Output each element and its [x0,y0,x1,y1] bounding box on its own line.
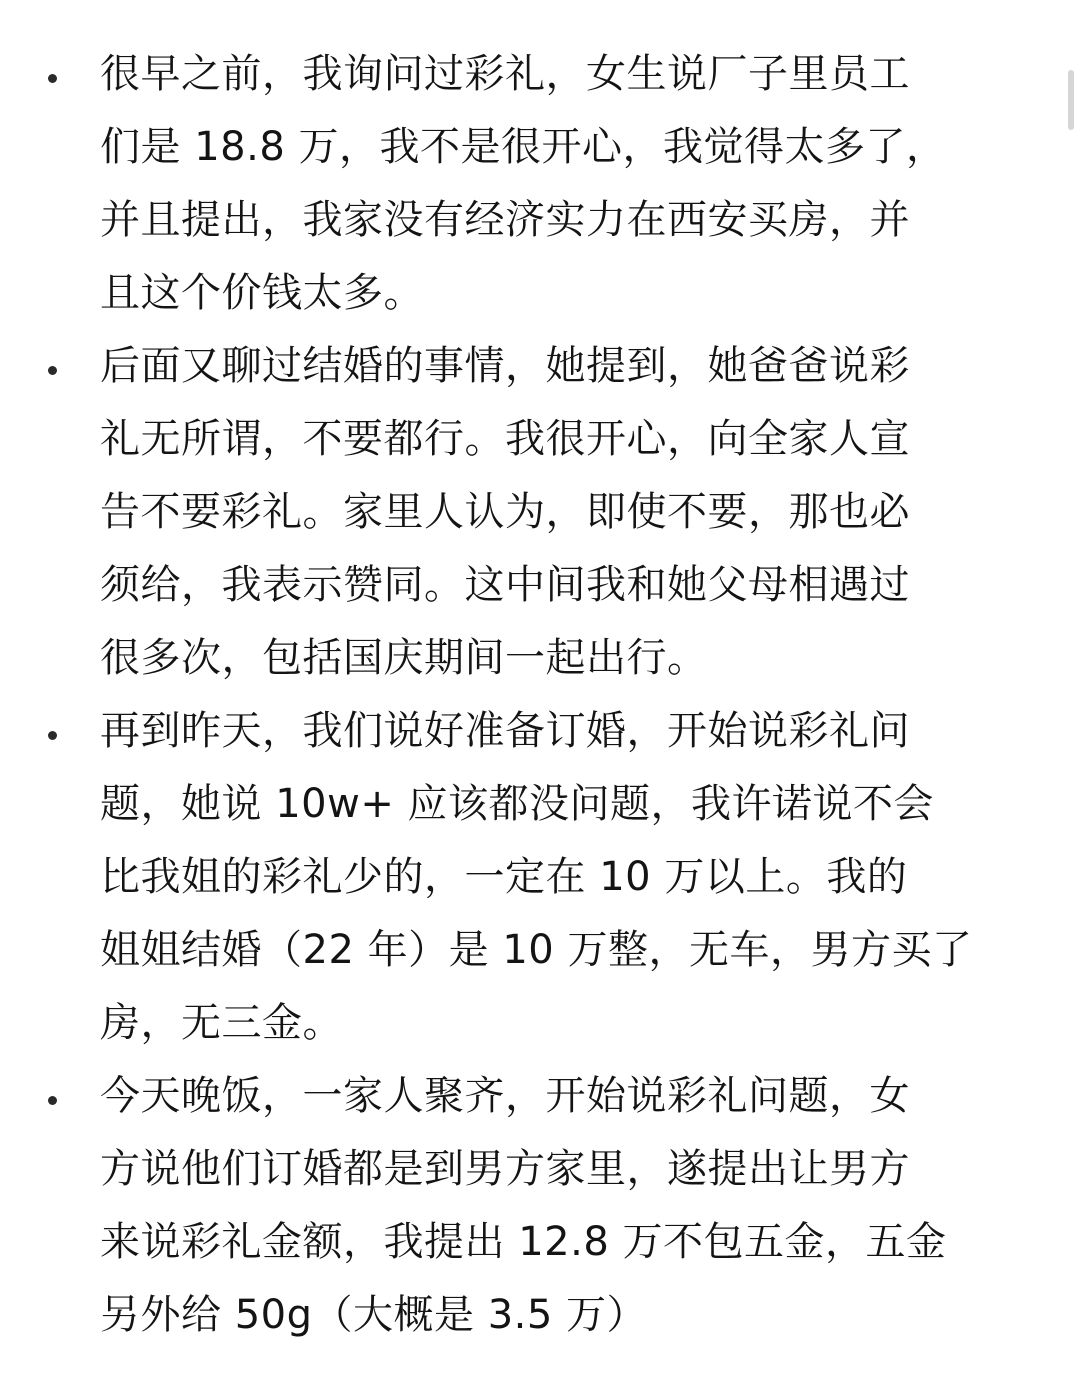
bullet-point-icon [48,731,57,740]
text-line: 房，无三金。 [100,1000,343,1046]
list-item [0,1060,1080,1352]
text-line: 比我姐的彩礼少的，一定在 10 万以上。我的 [100,854,908,900]
text-line: 很早之前，我询问过彩礼，女生说厂子里员工 [100,51,910,97]
scrollbar[interactable] [1068,70,1074,130]
list-item [0,695,1080,1060]
bullet-point-icon [48,366,57,375]
text-line: 今天晚饭，一家人聚齐，开始说彩礼问题，女 [100,1073,910,1119]
text-line: 并且提出，我家没有经济实力在西安买房，并 [100,197,910,243]
text-line: 礼无所谓，不要都行。我很开心，向全家人宣 [100,416,910,462]
text-line: 很多次，包括国庆期间一起出行。 [100,635,708,681]
text-line: 再到昨天，我们说好准备订婚，开始说彩礼问 [100,708,910,754]
text-line: 来说彩礼金额，我提出 12.8 万不包五金，五金 [100,1219,947,1265]
bullet-point-icon [48,1096,57,1105]
bullet-list [0,38,1080,1352]
text-line: 另外给 50g（大概是 3.5 万） [100,1292,648,1338]
list-item [0,330,1080,695]
text-line: 们是 18.8 万，我不是很开心，我觉得太多了， [100,124,947,170]
text-line: 须给，我表示赞同。这中间我和她父母相遇过 [100,562,910,608]
text-line: 方说他们订婚都是到男方家里，遂提出让男方 [100,1146,910,1192]
bullet-point-icon [48,74,57,83]
list-item [0,38,1080,330]
text-line: 题，她说 10w+ 应该都没问题，我许诺说不会 [100,781,935,827]
text-line: 姐姐结婚（22 年）是 10 万整，无车，男方买了 [100,927,973,973]
text-line: 告不要彩礼。家里人认为，即使不要，那也必 [100,489,910,535]
text-line: 且这个价钱太多。 [100,270,424,316]
text-line: 后面又聊过结婚的事情，她提到，她爸爸说彩 [100,343,910,389]
